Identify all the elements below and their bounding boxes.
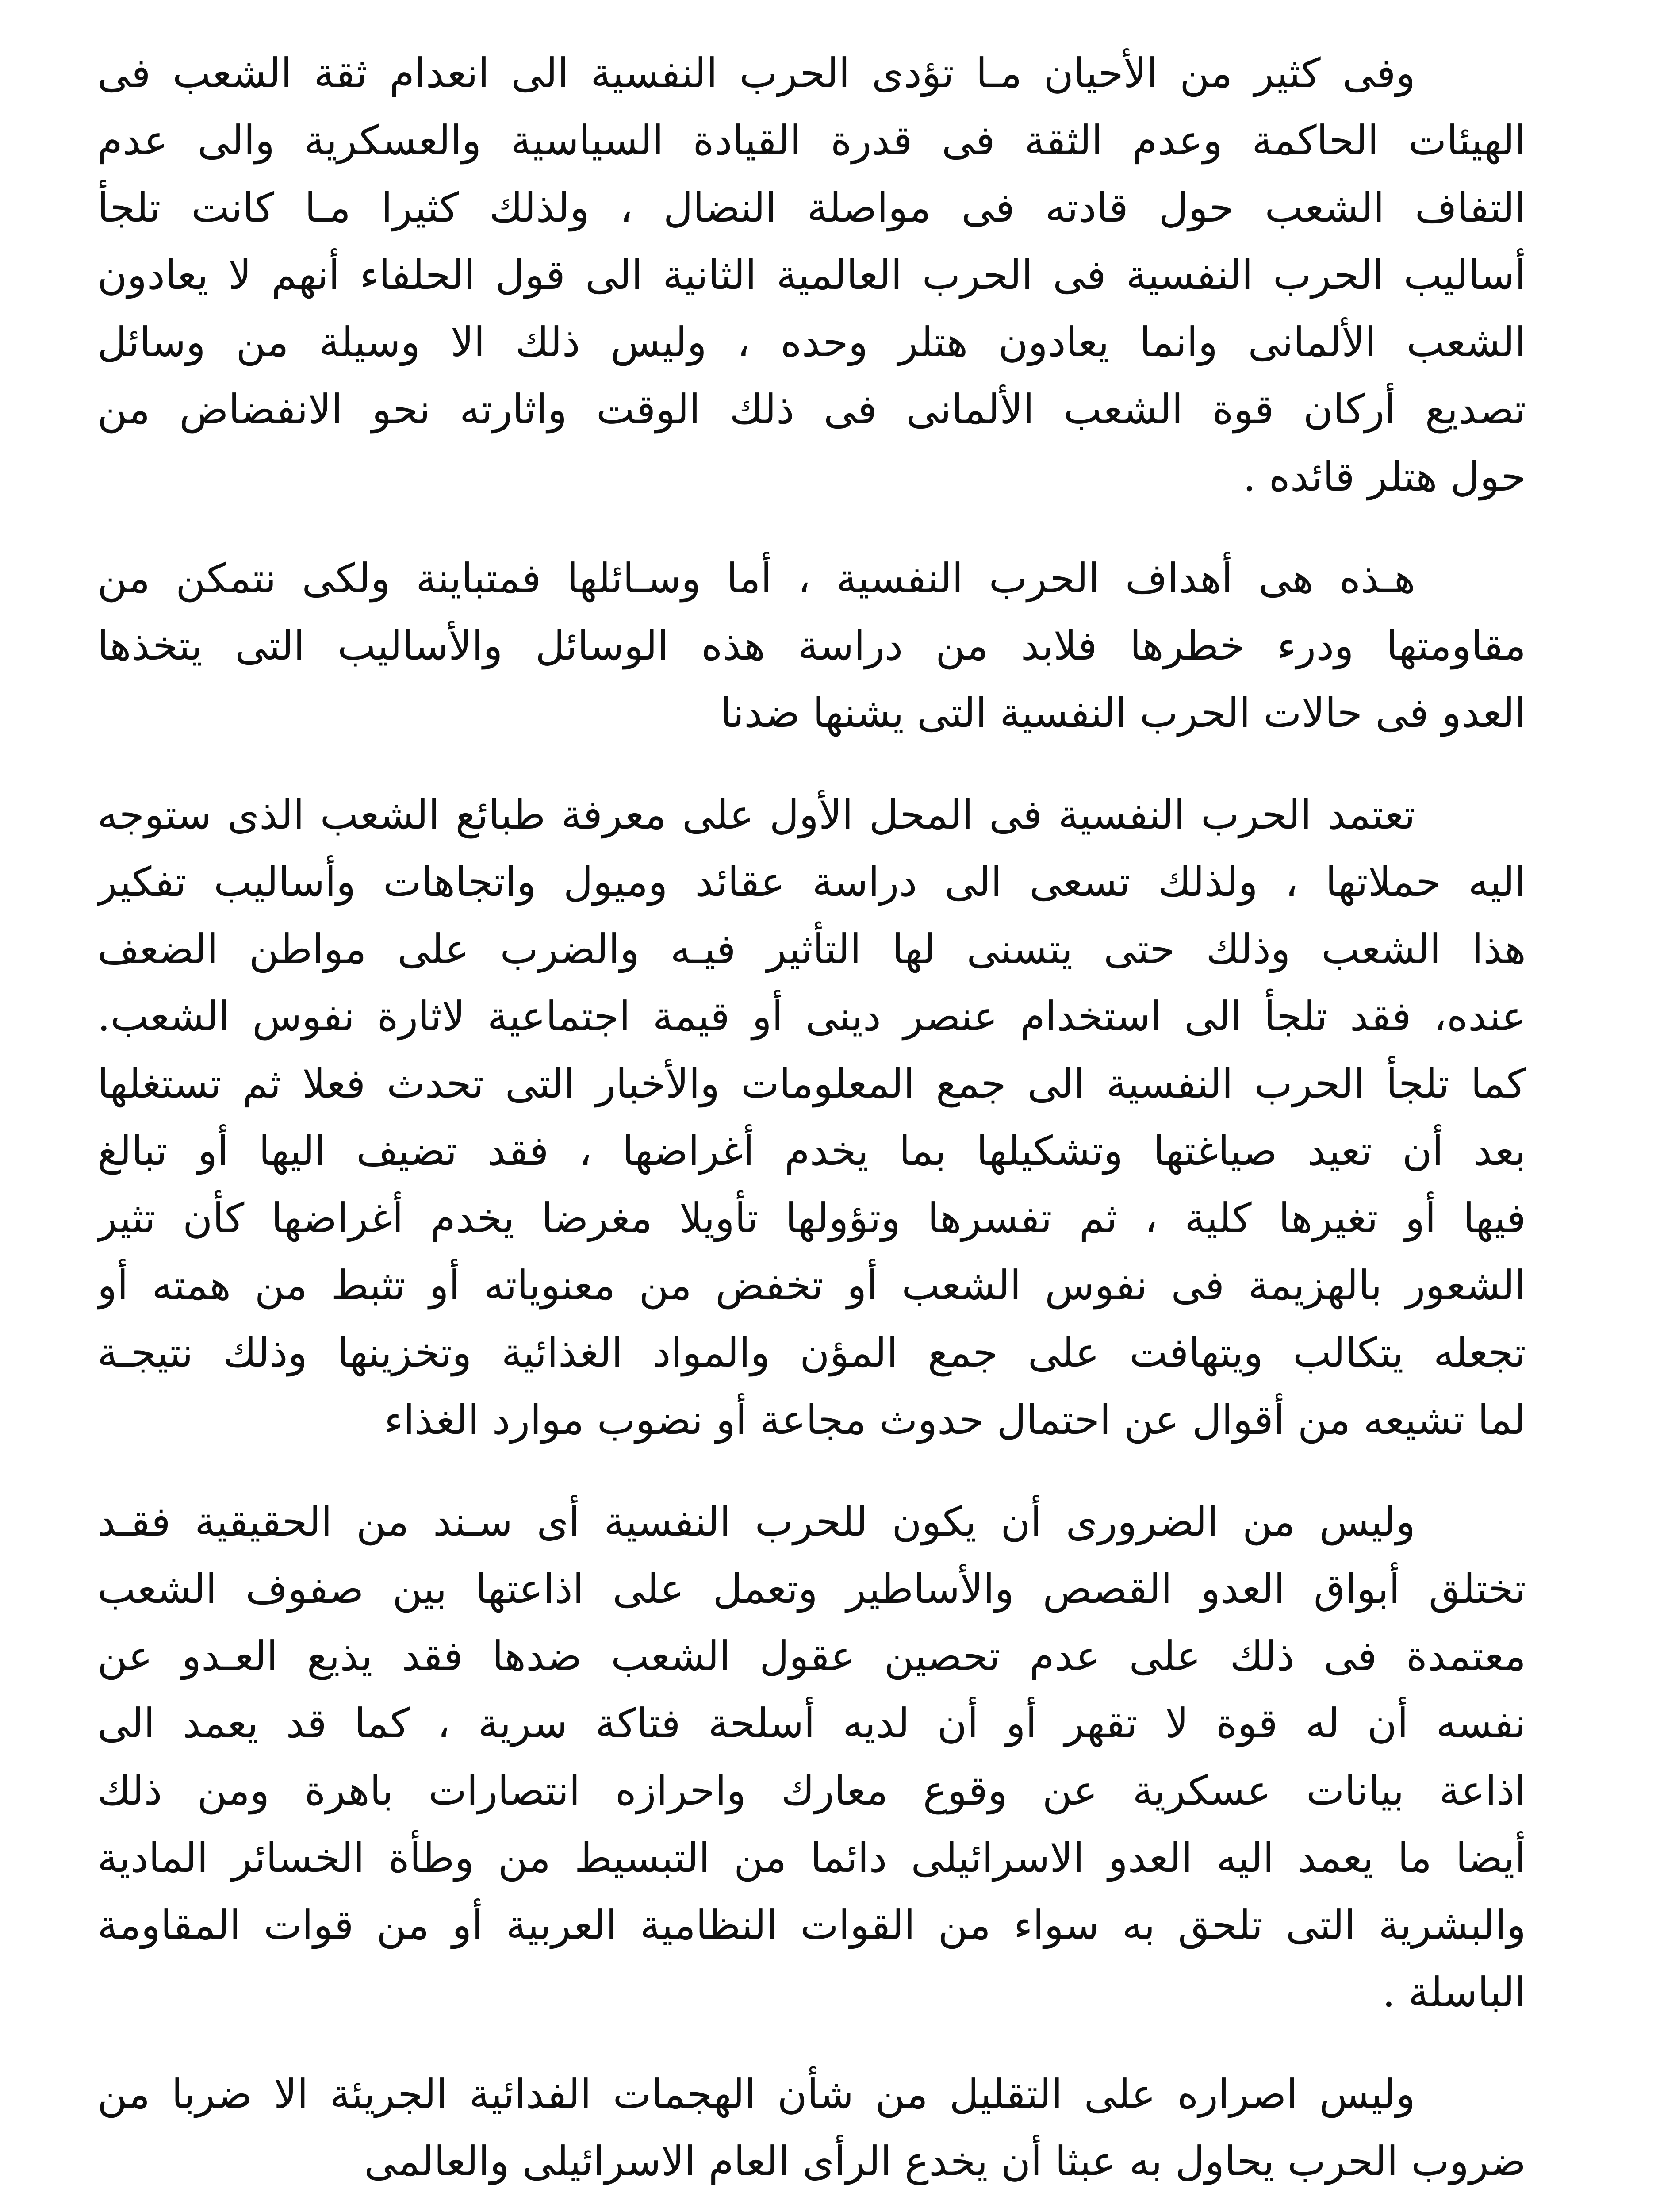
paragraph: [97, 781, 1526, 1454]
paragraph: [97, 40, 1526, 511]
text-line: اليه حملاتها ، ولذلك تسعى الى دراسة عقائد وميول واتجاهات وأساليب تفكير: [97, 858, 1526, 906]
text-line: حول هتلر قائده .: [1243, 453, 1526, 500]
text-line: وفى كثير من الأحيان مـا تؤدى الحرب النفسية الى انعدام ثقة الشعب فى: [97, 50, 1415, 97]
text-line: معتمدة فى ذلك على عدم تحصين عقول الشعب ضدها فقد يذيع العـدو عن: [97, 1632, 1526, 1680]
text-line: نفسه أن له قوة لا تقهر أو أن لديه أسلحة فتاكة سرية ، كما قد يعمد الى: [97, 1700, 1526, 1747]
text-line: كما تلجأ الحرب النفسية الى جمع المعلومات والأخبار التى تحدث فعلا ثم تستغلها: [97, 1060, 1526, 1107]
text-line: تجعله يتكالب ويتهافت على جمع المؤن والمواد الغذائية وتخزينها وذلك نتيجـة: [97, 1329, 1526, 1376]
text-line: الباسلة .: [1382, 1969, 1526, 2016]
page-body: [97, 40, 1526, 2212]
text-line: عنده، فقد تلجأ الى استخدام عنصر دينى أو قيمة اجتماعية لاثارة نفوس الشعب.: [97, 993, 1526, 1040]
text-line: فيها أو تغيرها كلية ، ثم تفسرها وتؤولها تأويلا مغرضا يخدم أغراضها كأن تثير: [97, 1194, 1526, 1242]
text-line: الهيئات الحاكمة وعدم الثقة فى قدرة القيادة السياسية والعسكرية والى عدم: [97, 117, 1526, 164]
text-line: تختلق أبواق العدو القصص والأساطير وتعمل على اذاعتها بين صفوف الشعب: [97, 1565, 1526, 1613]
paragraph: [97, 545, 1526, 747]
text-line: هـذه هى أهداف الحرب النفسية ، أما وسـائلها فمتباينة ولكى نتمكن من: [97, 555, 1415, 602]
text-line: مقاومتها ودرء خطرها فلابد من دراسة هذه الوسائل والأساليب التى يتخذها: [97, 622, 1526, 669]
text-line: والبشرية التى تلحق به سواء من القوات النظامية العربية أو من قوات المقاومة: [97, 1901, 1526, 1949]
text-line: العدو فى حالات الحرب النفسية التى يشنها ضدنا: [720, 689, 1526, 737]
paragraph: [97, 2061, 1526, 2195]
text-line: وليس من الضرورى أن يكون للحرب النفسية أى سـند من الحقيقية فقـد: [97, 1498, 1415, 1545]
text-line: الشعب الألمانى وانما يعادون هتلر وحده ، وليس ذلك الا وسيلة من وسائل: [97, 319, 1526, 366]
text-line: أساليب الحرب النفسية فى الحرب العالمية الثانية الى قول الحلفاء أنهم لا يعادون: [97, 251, 1526, 299]
text-line: لما تشيعه من أقوال عن احتمال حدوث مجاعة أو نضوب موارد الغذاء: [384, 1396, 1526, 1444]
text-line: أيضا ما يعمد اليه العدو الاسرائيلى دائما من التبسيط من وطأة الخسائر المادية: [97, 1834, 1526, 1882]
text-line: التفاف الشعب حول قادته فى مواصلة النضال ، ولذلك كثيرا مـا كانت تلجأ: [97, 184, 1526, 231]
text-line: تصديع أركان قوة الشعب الألمانى فى ذلك الوقت واثارته نحو الانفضاض من: [97, 386, 1526, 433]
text-line: اذاعة بيانات عسكرية عن وقوع معارك واحرازه انتصارات باهرة ومن ذلك: [97, 1767, 1526, 1814]
text-line: وليس اصراره على التقليل من شأن الهجمات الفدائية الجريئة الا ضربا من: [97, 2070, 1415, 2118]
text-line: بعد أن تعيد صياغتها وتشكيلها بما يخدم أغراضها ، فقد تضيف اليها أو تبالغ: [97, 1127, 1526, 1175]
text-line: هذا الشعب وذلك حتى يتسنى لها التأثير فيـه والضرب على مواطن الضعف: [97, 926, 1526, 973]
paragraph: [97, 1488, 1526, 2026]
text-line: تعتمد الحرب النفسية فى المحل الأول على معرفة طبائع الشعب الذى ستوجه: [97, 791, 1415, 838]
text-line: الشعور بالهزيمة فى نفوس الشعب أو تخفض من معنوياته أو تثبط من همته أو: [97, 1262, 1526, 1309]
text-line: ضروب الحرب يحاول به عبثا أن يخدع الرأى العام الاسرائيلى والعالمى: [364, 2138, 1526, 2185]
